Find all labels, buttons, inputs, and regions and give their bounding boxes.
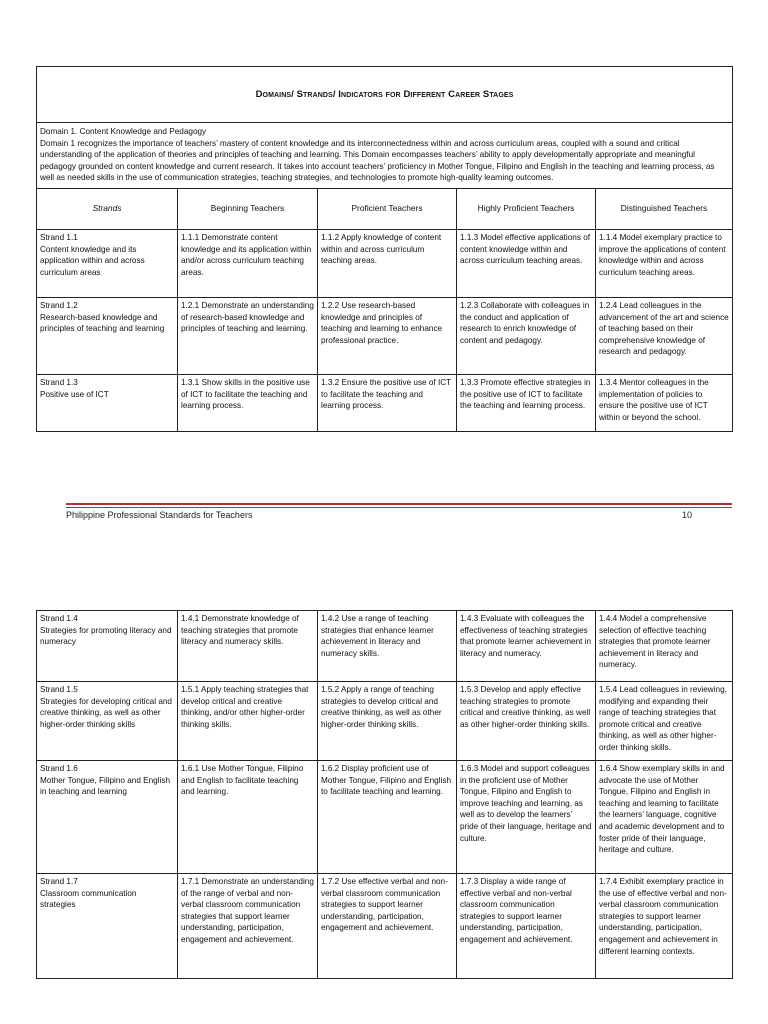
- header-proficient: Proficient Teachers: [318, 188, 457, 229]
- table-title-cell: [37, 67, 733, 123]
- distinguished-indicator: 1.5.4 Lead colleagues in reviewing, modifying and expanding their range of teaching strategies that promote critical and creative thinking, as well as other higher-order thinking skills.: [596, 682, 733, 761]
- distinguished-indicator: 1.1.4 Model exemplary practice to improve the applications of content knowledge within and across curriculum teaching areas.: [596, 229, 733, 297]
- footer-rule-red: [66, 503, 732, 505]
- header-beginning: Beginning Teachers: [178, 188, 318, 229]
- distinguished-indicator: 1.4.4 Model a comprehensive selection of effective teaching strategies that promote learner achievement in literacy and numeracy.: [596, 611, 733, 682]
- table-row: [37, 374, 733, 431]
- highly-proficient-indicator: 1.7.3 Display a wide range of effective verbal and non-verbal classroom communication strategies to support learner understanding, participation, engagement and achievement.: [457, 874, 596, 979]
- proficient-indicator: 1.2.2 Use research-based knowledge and principles of teaching and learning to enhance professional practice.: [318, 297, 457, 374]
- distinguished-indicator: 1.2.4 Lead colleagues in the advancement of the art and science of teaching based on their comprehensive knowledge of research and pedagogy.: [596, 297, 733, 374]
- strand-name: Strategies for developing critical and creative thinking, as well as other higher-order thinking skills: [40, 696, 172, 729]
- strand-name: Content knowledge and its application within and across curriculum areas: [40, 244, 145, 277]
- footer-rule: [66, 503, 732, 508]
- beginning-indicator: 1.3.1 Show skills in the positive use of ICT to facilitate the teaching and learning process.: [178, 374, 318, 431]
- beginning-indicator: 1.1.1 Demonstrate content knowledge and its application within and/or across curriculum teaching areas.: [178, 229, 318, 297]
- proficient-indicator: 1.1.2 Apply knowledge of content within and across curriculum teaching areas.: [318, 229, 457, 297]
- footer-title: Philippine Professional Standards for Teachers: [66, 510, 253, 520]
- header-strands: Strands: [37, 188, 178, 229]
- header-distinguished: Distinguished Teachers: [596, 188, 733, 229]
- domain-heading: Domain 1. Content Knowledge and Pedagogy: [40, 127, 207, 136]
- strand-id: Strand 1.5: [40, 685, 78, 694]
- standards-table-page-2: [36, 610, 733, 979]
- domain-text: Domain 1 recognizes the importance of teachers’ mastery of content knowledge and its interconnectedness within and across curriculum areas, coupled with a sound and critical understanding of the application of theories and principles of teaching and learning. This Domain encompasses teachers’ ability to apply developmentally appropriate and meaningful pedagogy grounded on content knowledge and current research. It takes into account teachers’ proficiency in Mother Tongue, Filipino and English in the teaching and learning process, as well as needed skills in the use of communication strategies, teaching strategies, and technologies to promote high-quality learning outcomes.: [40, 138, 715, 183]
- strand-id: Strand 1.7: [40, 877, 78, 886]
- strand-cell: [37, 761, 178, 874]
- strand-id: Strand 1.2: [40, 300, 78, 310]
- strand-id: Strand 1.4: [40, 614, 78, 623]
- highly-proficient-indicator: 1.1.3 Model effective applications of content knowledge within and across curriculum teaching areas.: [457, 229, 596, 297]
- proficient-indicator: 1.6.2 Display proficient use of Mother Tongue, Filipino and English to facilitate teaching and learning.: [318, 761, 457, 874]
- table-row: [37, 229, 733, 297]
- strand-cell: [37, 229, 178, 297]
- table-row: [37, 611, 733, 682]
- highly-proficient-indicator: 1.6.3 Model and support colleagues in the proficient use of Mother Tongue, Filipino and English to improve teaching and learning, as well as to develop the learners’ pride of their language, heritage and culture.: [457, 761, 596, 874]
- distinguished-indicator: 1.6.4 Show exemplary skills in and advocate the use of Mother Tongue, Filipino and English in teaching and learning to facilitate the learners’ language, cognitive and academic development and to foster pride of their language, heritage and culture.: [596, 761, 733, 874]
- header-highly-proficient: Highly Proficient Teachers: [457, 188, 596, 229]
- page-number: 10: [682, 510, 693, 520]
- table-row: [37, 297, 733, 374]
- domain-description-cell: [37, 123, 733, 189]
- strand-name: Strategies for promoting literacy and numeracy: [40, 625, 172, 647]
- strand-cell: [37, 682, 178, 761]
- table-row: [37, 682, 733, 761]
- highly-proficient-indicator: 1.5.3 Develop and apply effective teaching strategies to promote critical and creative thinking, as well as other higher-order thinking skills.: [457, 682, 596, 761]
- strand-cell: [37, 611, 178, 682]
- proficient-indicator: 1.3.2 Ensure the positive use of ICT to facilitate the teaching and learning process.: [318, 374, 457, 431]
- strand-name: Positive use of ICT: [40, 389, 109, 399]
- table-title: Domains/ Strands/ Indicators for Different Career Stages: [255, 88, 514, 100]
- column-header-row: [37, 188, 733, 229]
- footer-rule-gray: [66, 507, 732, 508]
- table-row: [37, 874, 733, 979]
- proficient-indicator: 1.4.2 Use a range of teaching strategies that enhance learner achievement in literacy and numeracy skills.: [318, 611, 457, 682]
- standards-table-page-1: [36, 66, 733, 432]
- highly-proficient-indicator: 1.4.3 Evaluate with colleagues the effectiveness of teaching strategies that promote learner achievement in literacy and numeracy.: [457, 611, 596, 682]
- strand-id: Strand 1.3: [40, 377, 78, 387]
- beginning-indicator: 1.2.1 Demonstrate an understanding of research-based knowledge and principles of teaching and learning.: [178, 297, 318, 374]
- beginning-indicator: 1.5.1 Apply teaching strategies that develop critical and creative thinking, and/or other higher-order thinking skills.: [178, 682, 318, 761]
- highly-proficient-indicator: 1.3.3 Promote effective strategies in the positive use of ICT to facilitate the teaching and learning process.: [457, 374, 596, 431]
- beginning-indicator: 1.4.1 Demonstrate knowledge of teaching strategies that promote literacy and numeracy skills.: [178, 611, 318, 682]
- strand-id: Strand 1.1: [40, 232, 78, 242]
- strand-cell: [37, 297, 178, 374]
- proficient-indicator: 1.5.2 Apply a range of teaching strategies to develop critical and creative thinking, as well as other higher-order thinking skills.: [318, 682, 457, 761]
- distinguished-indicator: 1.7.4 Exhibit exemplary practice in the use of effective verbal and non-verbal classroom communication strategies to support learner understanding, participation, engagement and achievement in different learning contexts.: [596, 874, 733, 979]
- beginning-indicator: 1.6.1 Use Mother Tongue, Filipino and English to facilitate teaching and learning.: [178, 761, 318, 874]
- table-row: [37, 761, 733, 874]
- distinguished-indicator: 1.3.4 Mentor colleagues in the implementation of policies to ensure the positive use of ICT within or beyond the school.: [596, 374, 733, 431]
- beginning-indicator: 1.7.1 Demonstrate an understanding of the range of verbal and non-verbal classroom communication strategies that support learner understanding, participation, engagement and achievement.: [178, 874, 318, 979]
- strand-name: Research-based knowledge and principles of teaching and learning: [40, 312, 165, 334]
- strand-cell: [37, 874, 178, 979]
- strand-name: Classroom communication strategies: [40, 888, 137, 910]
- strand-id: Strand 1.6: [40, 764, 78, 773]
- highly-proficient-indicator: 1.2.3 Collaborate with colleagues in the conduct and application of research to enrich knowledge of content and pedagogy.: [457, 297, 596, 374]
- strand-cell: [37, 374, 178, 431]
- strand-name: Mother Tongue, Filipino and English in teaching and learning: [40, 775, 171, 797]
- proficient-indicator: 1.7.2 Use effective verbal and non-verbal classroom communication strategies to support learner understanding, participation, engagement and achievement.: [318, 874, 457, 979]
